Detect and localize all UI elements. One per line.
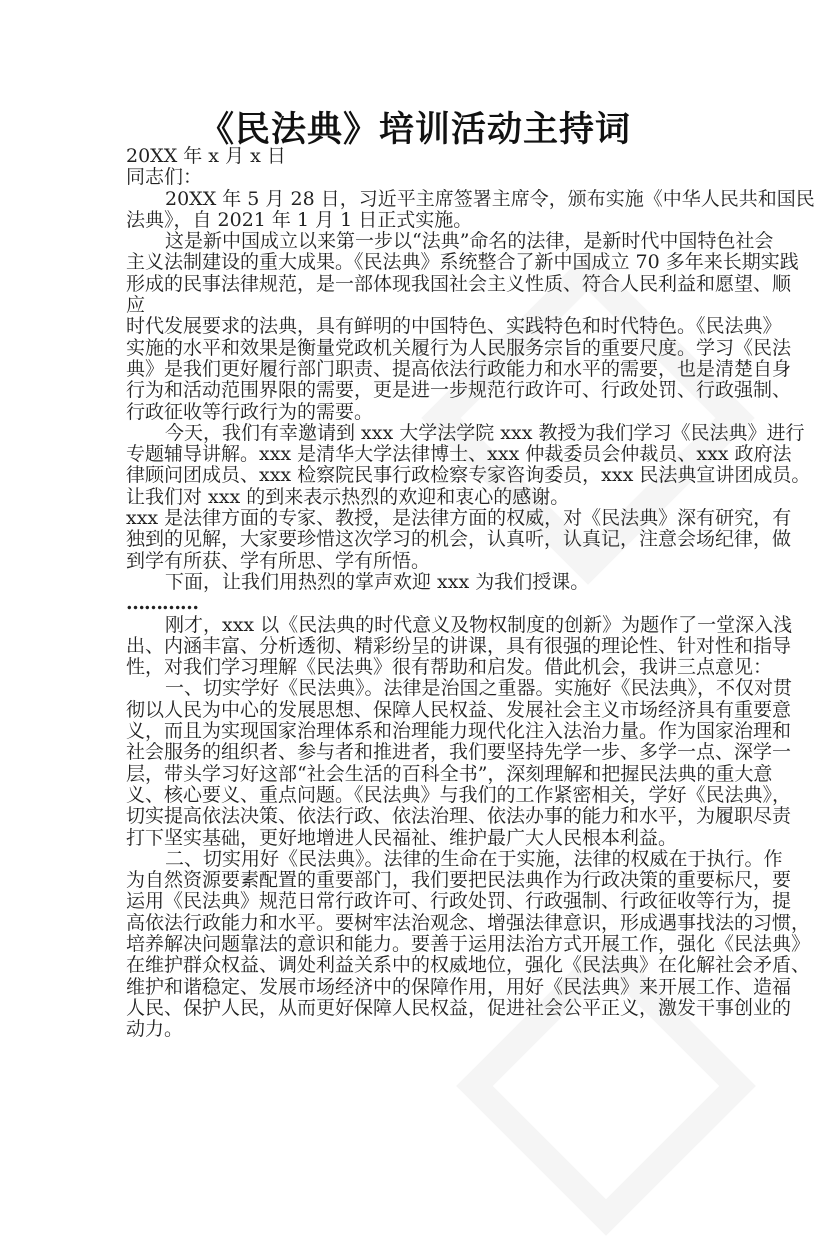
text-line: 为自然资源要素配置的重要部门，我们要把民法典作为行政决策的重要标尺，要 — [126, 869, 792, 892]
text-line: 形成的民事法律规范，是一部体现我国社会主义性质、符合人民利益和愿望、顺 — [126, 272, 792, 295]
text-line: 今天，我们有幸邀请到 xxx 大学法学院 xxx 教授为我们学习《民法典》进行 — [165, 421, 805, 444]
text-line: 义、核心要义、重点问题。《民法典》与我们的工作紧密相关，学好《民法典》， — [126, 783, 792, 806]
section-separator: ………… — [126, 592, 198, 615]
text-line: 动力。 — [126, 1018, 184, 1041]
text-line: 义，而且为实现国家治理体系和治理能力现代化注入法治力量。作为国家治理和 — [126, 720, 792, 743]
text-line: 二、切实用好《民法典》。法律的生命在于实施，法律的权威在于执行。作 — [165, 847, 783, 870]
text-line: 这是新中国成立以来第一步以“法典”命名的法律，是新时代中国特色社会 — [165, 230, 774, 253]
text-line: 实施的水平和效果是衡量党政机关履行为人民服务宗旨的重要尺度。学习《民法 — [126, 336, 792, 359]
text-line: 应 — [126, 294, 146, 317]
text-line: 专题辅导讲解。xxx 是清华大学法律博士、xxx 仲裁委员会仲裁员、xxx 政府法 — [126, 443, 792, 466]
text-line: 彻以人民为中心的发展思想、保障人民权益、发展社会主义市场经济具有重要意 — [126, 698, 792, 721]
document-title: 《民法典》培训活动主持词 — [198, 110, 631, 150]
text-line: 律顾问团成员、xxx 检察院民事行政检察专家咨询委员，xxx 民法典宣讲团成员。 — [126, 464, 811, 487]
text-line: 维护和谐稳定、发展市场经济中的保障作用，用好《民法典》来开展工作、造福 — [126, 975, 792, 998]
text-line: 行政征收等行政行为的需要。 — [126, 400, 374, 423]
text-line: 一、切实学好《民法典》。法律是治国之重器。实施好《民法典》，不仅对贯 — [165, 677, 793, 700]
text-line: 层，带头学习好这部“社会生活的百科全书”，深刻理解和把握民法典的重大意 — [126, 762, 773, 785]
text-line: 独到的见解，大家要珍惜这次学习的机会，认真听，认真记，注意会场纪律，做 — [126, 528, 792, 551]
text-line: 到学有所获、学有所思、学有所悟。 — [126, 549, 431, 572]
date-line: 20XX 年 x 月 x 日 — [126, 145, 286, 167]
text-line: 性，对我们学习理解《民法典》很有帮助和启发。借此机会，我讲三点意见： — [126, 656, 773, 679]
text-line: 主义法制建设的重大成果。《民法典》系统整合了新中国成立 70 多年来长期实践 — [126, 251, 799, 274]
text-line: 20XX 年 5 月 28 日，习近平主席签署主席令，颁布实施《中华人民共和国民 — [165, 187, 815, 210]
text-line: 在维护群众权益、调处利益关系中的权威地位，强化《民法典》在化解社会矛盾、 — [126, 954, 811, 977]
text-line: 典》是我们更好履行部门职责、提高依法行政能力和水平的需要，也是清楚自身 — [126, 357, 792, 380]
text-line: 出、内涵丰富、分析透彻、精彩纷呈的讲课，具有很强的理论性、针对性和指导 — [126, 634, 792, 657]
text-line: 让我们对 xxx 的到来表示热烈的欢迎和衷心的感谢。 — [126, 485, 570, 508]
text-line: 培养解决问题靠法的意识和能力。要善于运用法治方式开展工作，强化《民法典》 — [126, 932, 811, 955]
text-line: 社会服务的组织者、参与者和推进者，我们要坚持先学一步、多学一点、深学一 — [126, 741, 792, 764]
text-line: 人民、保护人民，从而更好保障人民权益，促进社会公平正义，激发干事创业的 — [126, 996, 792, 1019]
text-line: 打下坚实基础，更好地增进人民福祉、维护最广大人民根本利益。 — [126, 826, 678, 849]
text-line: 高依法行政能力和水平。要树牢法治观念、增强法律意识，形成遇事找法的习惯， — [126, 911, 811, 934]
text-line: 刚才，xxx 以《民法典的时代意义及物权制度的创新》为题作了一堂深入浅 — [165, 613, 793, 636]
text-line: 下面，让我们用热烈的掌声欢迎 xxx 为我们授课。 — [165, 570, 590, 593]
text-line: 行为和活动范围界限的需要，更是进一步规范行政许可、行政处罚、行政强制、 — [126, 379, 792, 402]
salutation: 同志们： — [126, 166, 203, 189]
text-line: 时代发展要求的法典，具有鲜明的中国特色、实践特色和时代特色。《民法典》 — [126, 315, 782, 338]
text-line: 法典》，自 2021 年 1 月 1 日正式实施。 — [126, 208, 473, 231]
text-line: 切实提高依法决策、依法行政、依法治理、依法办事的能力和水平，为履职尽责 — [126, 805, 792, 828]
text-line: xxx 是法律方面的专家、教授，是法律方面的权威，对《民法典》深有研究，有 — [126, 507, 792, 530]
text-line: 运用《民法典》规范日常行政许可、行政处罚、行政强制、行政征收等行为，提 — [126, 890, 792, 913]
document-body — [126, 145, 815, 1041]
